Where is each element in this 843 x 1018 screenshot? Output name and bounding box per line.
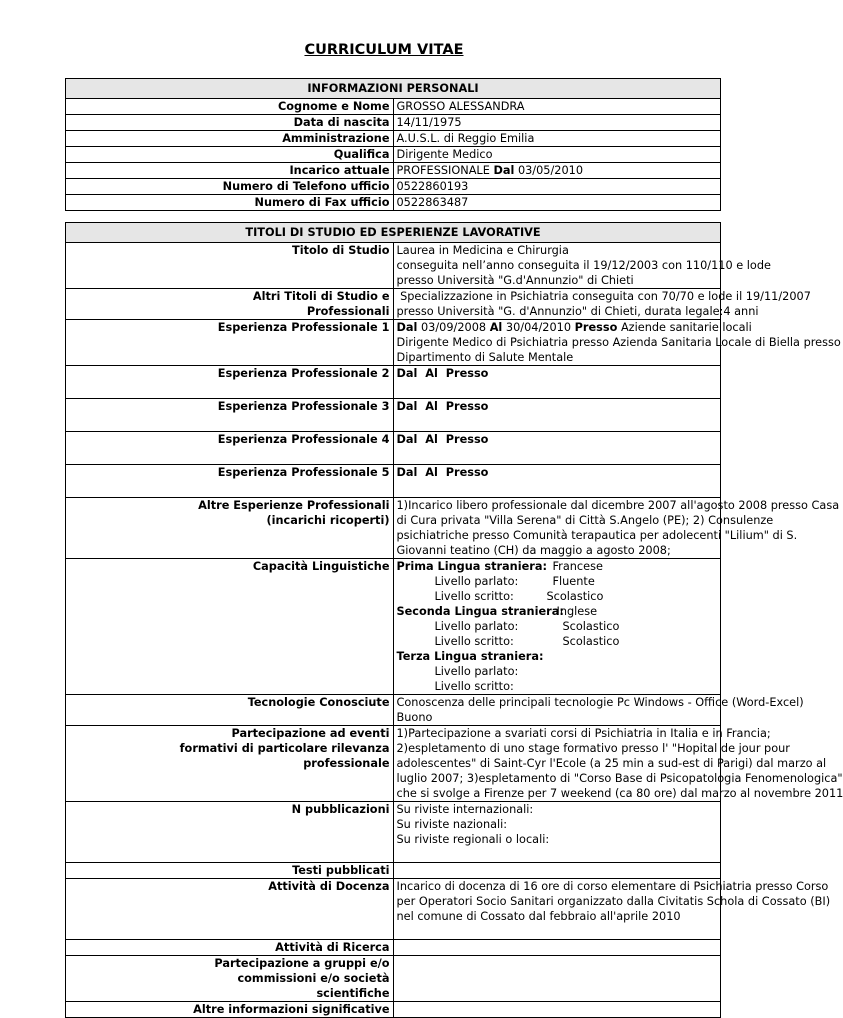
document-title: CURRICULUM VITAE — [304, 42, 464, 58]
current-role-label: Incarico attuale — [66, 163, 394, 179]
degree-label: Titolo di Studio — [66, 243, 394, 289]
experience-3-value: Dal Al Presso — [393, 399, 721, 432]
published-texts-label: Testi pubblicati — [66, 863, 394, 879]
publications-value: Su riviste internazionali: Su riviste nazionali: Su riviste regionali o locali: — [393, 802, 721, 863]
published-texts-value — [393, 863, 721, 879]
birth-date-value: 14/11/1975 — [393, 115, 721, 131]
experience-4-value: Dal Al Presso — [393, 432, 721, 465]
office-fax-label: Numero di Fax ufficio — [66, 195, 394, 211]
personal-info-header: INFORMAZIONI PERSONALI — [66, 79, 721, 99]
research-value — [393, 940, 721, 956]
training-events-value: 1)Partecipazione a svariati corsi di Psichiatria in Italia e in Francia; 2)espletamento di uno stage formativo presso l' "Hopital de jour pour adolescentes" di Saint-Cyr l'Ecole (a 25 min a sud-est di Parigi) dal marzo al luglio 2007; 3)espletamento di "Corso Base di Psicopatologia Fenomenologica" che si svolge a Firenze per 7 weekend (ca 80 ore) dal marzo al novembre 2011 — [393, 726, 721, 802]
training-events-label: Partecipazione ad eventi formativi di particolare rilevanza professionale — [66, 726, 394, 802]
office-fax-value: 0522863487 — [393, 195, 721, 211]
technologies-value: Conoscenza delle principali tecnologie Pc Windows - Office (Word-Excel) Buono — [393, 695, 721, 726]
other-info-value — [393, 1002, 721, 1018]
current-role-value: PROFESSIONALE Dal 03/05/2010 — [393, 163, 721, 179]
surname-name-value: GROSSO ALESSANDRA — [393, 99, 721, 115]
administration-label: Amministrazione — [66, 131, 394, 147]
degree-value: Laurea in Medicina e Chirurgia conseguita nell’anno conseguita il 19/12/2003 con 110/110 e lode presso Università "G.d'Annunzio" di Chieti — [393, 243, 721, 289]
personal-info-table — [65, 78, 721, 211]
other-titles-value: Specializzazione in Psichiatria conseguita con 70/70 e lode il 19/11/2007 presso Università "G. d'Annunzio" di Chieti, durata legale:4 anni — [393, 289, 721, 320]
experience-1-value: Dal 03/09/2008 Al 30/04/2010 Presso Aziende sanitarie locali Dirigente Medico di Psichiatria presso Azienda Sanitaria Locale di Biella presso Dipartimento di Salute Mentale — [393, 320, 721, 366]
qualification-label: Qualifica — [66, 147, 394, 163]
groups-label: Partecipazione a gruppi e/o commissioni e/o società scientifiche — [66, 956, 394, 1002]
office-phone-label: Numero di Telefono ufficio — [66, 179, 394, 195]
experience-5-value: Dal Al Presso — [393, 465, 721, 498]
languages-label: Capacità Linguistiche — [66, 559, 394, 695]
qualification-value: Dirigente Medico — [393, 147, 721, 163]
experience-4-label: Esperienza Professionale 4 — [66, 432, 394, 465]
experience-5-label: Esperienza Professionale 5 — [66, 465, 394, 498]
other-experiences-label: Altre Esperienze Professionali (incarichi ricoperti) — [66, 498, 394, 559]
surname-name-label: Cognome e Nome — [66, 99, 394, 115]
studies-header: TITOLI DI STUDIO ED ESPERIENZE LAVORATIVE — [66, 223, 721, 243]
other-titles-label: Altri Titoli di Studio e Professionali — [66, 289, 394, 320]
technologies-label: Tecnologie Conosciute — [66, 695, 394, 726]
birth-date-label: Data di nascita — [66, 115, 394, 131]
research-label: Attività di Ricerca — [66, 940, 394, 956]
studies-experience-table — [65, 222, 843, 1018]
office-phone-value: 0522860193 — [393, 179, 721, 195]
experience-2-label: Esperienza Professionale 2 — [66, 366, 394, 399]
experience-1-label: Esperienza Professionale 1 — [66, 320, 394, 366]
publications-label: N pubblicazioni — [66, 802, 394, 863]
other-info-label: Altre informazioni significative — [66, 1002, 394, 1018]
groups-value — [393, 956, 721, 1002]
experience-3-label: Esperienza Professionale 3 — [66, 399, 394, 432]
teaching-value: Incarico di docenza di 16 ore di corso elementare di Psichiatria presso Corso per Operatori Socio Sanitari organizzato dalla Civitatis Schola di Cossato (BI) nel comune di Cossato dal febbraio all'aprile 2010 — [393, 879, 721, 940]
teaching-label: Attività di Docenza — [66, 879, 394, 940]
languages-value: Prima Lingua straniera: Francese Livello parlato: Fluente Livello scritto: Scolastico Seconda Lingua straniera: Inglese Livello parlato: Scolastico Livello scritto: Scolastico Terza Lingua straniera: Livello parlato: Livello scritto: — [393, 559, 721, 695]
other-experiences-value: 1)Incarico libero professionale dal dicembre 2007 all'agosto 2008 presso Casa di Cura privata "Villa Serena" di Città S.Angelo (PE); 2) Consulenze psichiatriche presso Comunità terapautica per adolecenti "Lilium" di S. Giovanni teatino (CH) da maggio a agosto 2008; — [393, 498, 721, 559]
administration-value: A.U.S.L. di Reggio Emilia — [393, 131, 721, 147]
experience-2-value: Dal Al Presso — [393, 366, 721, 399]
